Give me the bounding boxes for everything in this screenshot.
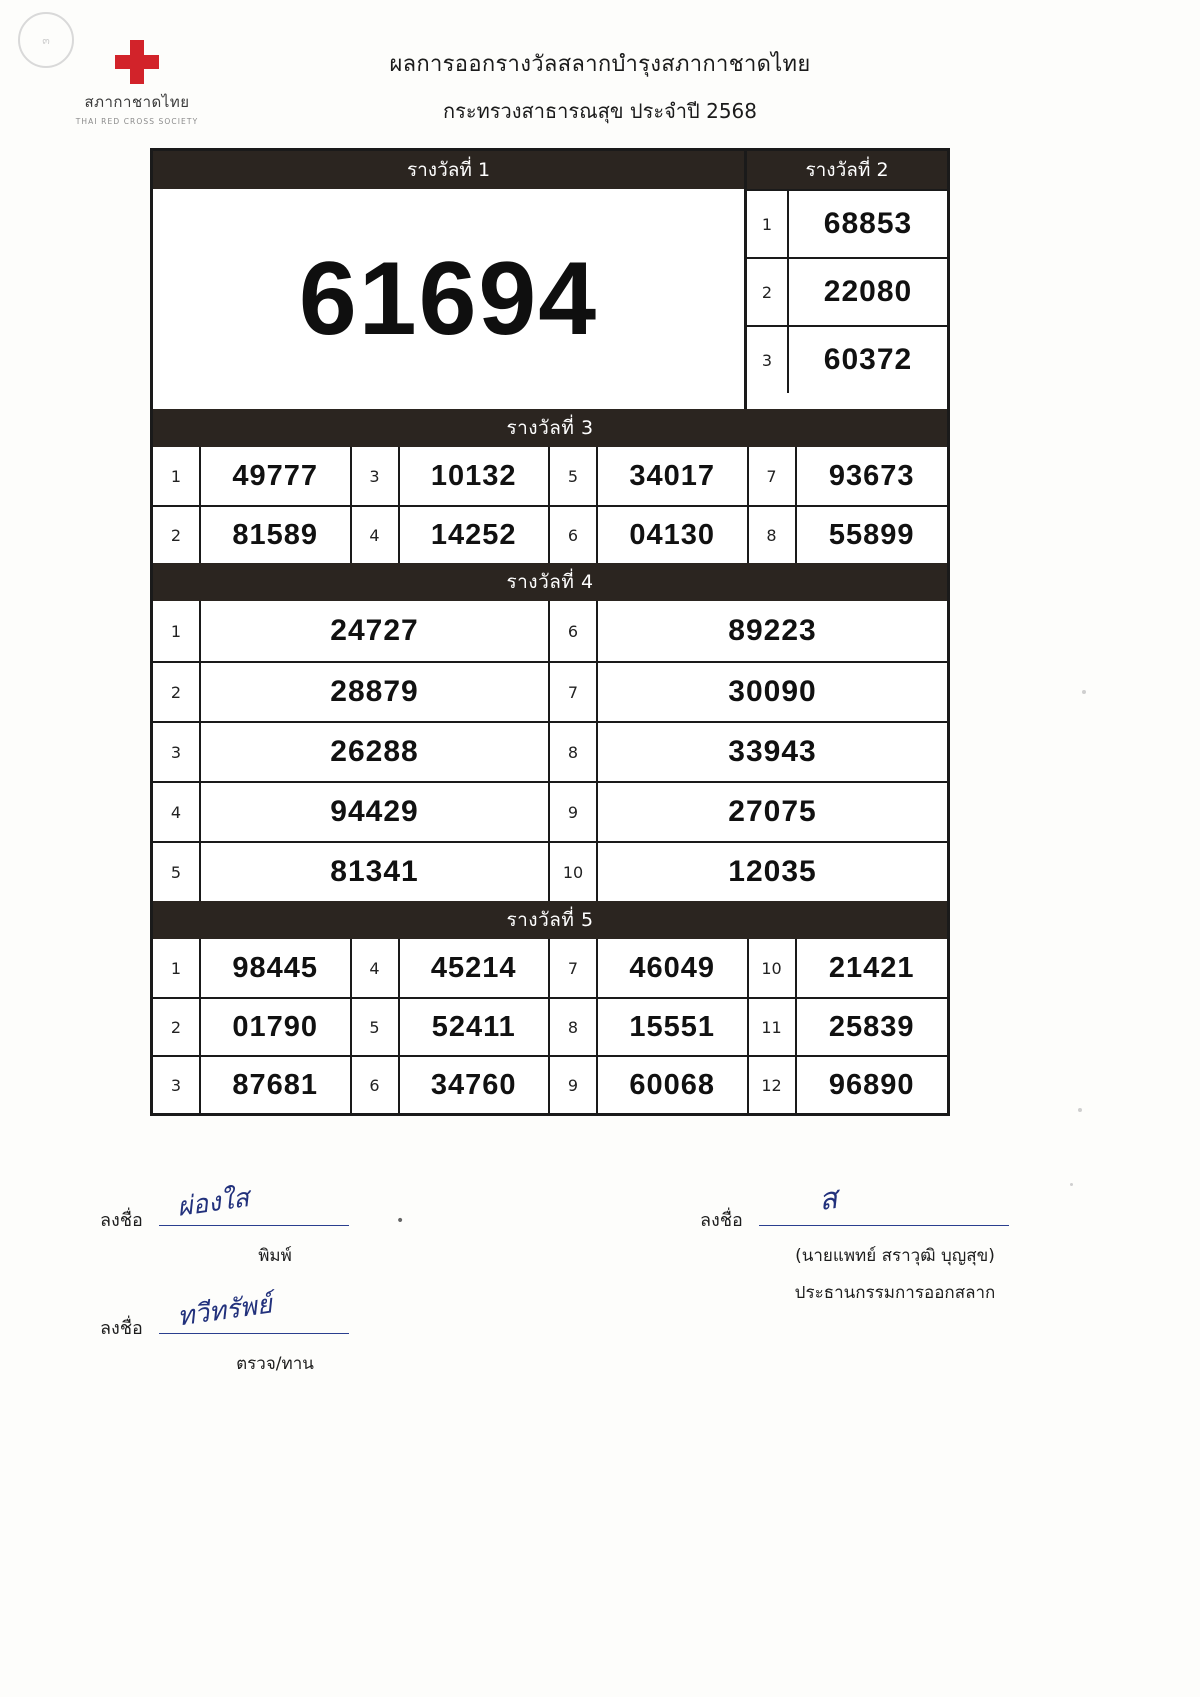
table-row	[153, 721, 947, 781]
signature-caption: พิมพ์	[258, 1246, 292, 1266]
table-row	[153, 447, 947, 505]
prize-number: 98445	[232, 951, 319, 984]
red-cross-icon	[115, 40, 159, 84]
row-index: 4	[352, 507, 400, 563]
table-cell	[153, 999, 352, 1055]
prize-number: 96890	[828, 1068, 915, 1101]
table-cell	[749, 999, 948, 1055]
table-cell	[550, 447, 749, 505]
row-index: 7	[749, 447, 797, 505]
row-index: 6	[550, 601, 598, 661]
prize-number: 27075	[728, 795, 817, 828]
table-row	[153, 661, 947, 721]
prize-number: 30090	[728, 675, 817, 708]
prize-1-section	[153, 151, 747, 409]
signature-label: ลงชื่อ	[100, 1210, 143, 1231]
handwritten-signature: ทวีทรัพย์	[175, 1289, 274, 1333]
prize-2-heading: รางวัลที่ 2	[747, 151, 947, 189]
prize-number: 46049	[629, 951, 716, 984]
row-index: 8	[550, 723, 598, 781]
prize-5-section	[153, 939, 947, 1113]
prize-number: 10132	[430, 459, 517, 492]
organization-name-th: สภากาชาดไทย	[84, 93, 190, 111]
table-cell	[550, 843, 947, 901]
prize-number: 24727	[330, 614, 419, 647]
signature-name: (นายแพทย์ สราวุฒิ บุญสุข)	[795, 1246, 995, 1266]
prize-number: 01790	[232, 1010, 319, 1043]
row-index: 4	[352, 939, 400, 997]
table-cell	[550, 1057, 749, 1113]
row-index: 12	[749, 1057, 797, 1113]
prize-number: 25839	[828, 1010, 915, 1043]
prize-number: 55899	[828, 518, 915, 551]
prize-number: 52411	[431, 1010, 516, 1043]
table-row	[747, 257, 947, 325]
table-row	[153, 841, 947, 901]
scan-artifact	[1078, 1108, 1082, 1112]
prize-4-heading: รางวัลที่ 4	[153, 563, 947, 601]
prize-number: 04130	[629, 518, 716, 551]
signature-block-typist	[100, 1183, 400, 1269]
prize-number: 14252	[430, 518, 517, 551]
signature-line	[159, 1183, 349, 1226]
signature-line	[159, 1289, 349, 1334]
table-cell	[153, 1057, 352, 1113]
table-cell	[550, 723, 947, 781]
results-board	[150, 148, 950, 1116]
prize-number: 34017	[629, 459, 716, 492]
signature-label: ลงชื่อ	[700, 1210, 743, 1231]
table-cell	[352, 939, 551, 997]
table-cell	[153, 783, 550, 841]
prize-3-heading: รางวัลที่ 3	[153, 409, 947, 447]
row-index: 1	[153, 939, 201, 997]
scan-artifact	[1082, 690, 1086, 694]
row-index: 2	[153, 507, 201, 563]
prize-number: 22080	[823, 275, 913, 308]
row-index: 3	[747, 327, 789, 393]
table-cell	[153, 843, 550, 901]
prize-number: 28879	[330, 675, 419, 708]
table-cell	[352, 999, 551, 1055]
prize-number: 94429	[330, 795, 419, 828]
table-cell	[749, 447, 948, 505]
prize-1-heading: รางวัลที่ 1	[153, 151, 744, 189]
prize-number: 81589	[232, 518, 319, 551]
prize-1-number: 61694	[298, 240, 599, 357]
row-index: 5	[550, 447, 598, 505]
handwritten-signature: ส	[816, 1180, 840, 1219]
table-cell	[550, 783, 947, 841]
prize-3-section	[153, 447, 947, 563]
row-index: 6	[550, 507, 598, 563]
table-row	[747, 325, 947, 393]
table-cell	[550, 663, 947, 721]
prize-number: 34760	[430, 1068, 517, 1101]
prize-5-heading: รางวัลที่ 5	[153, 901, 947, 939]
table-cell	[550, 999, 749, 1055]
row-index: 6	[352, 1057, 400, 1113]
row-index: 2	[747, 259, 789, 325]
row-index: 8	[749, 507, 797, 563]
row-index: 4	[153, 783, 201, 841]
table-cell	[352, 507, 551, 563]
prize-number: 87681	[232, 1068, 319, 1101]
table-row	[747, 189, 947, 257]
document-header	[0, 34, 1200, 134]
table-cell	[153, 447, 352, 505]
document-titles	[230, 46, 970, 127]
table-cell	[550, 601, 947, 661]
prize-1-and-2-block	[153, 151, 947, 409]
row-index: 7	[550, 939, 598, 997]
table-cell	[550, 507, 749, 563]
row-index: 5	[153, 843, 201, 901]
prize-number: 81341	[330, 855, 419, 888]
row-index: 9	[550, 783, 598, 841]
prize-4-section	[153, 601, 947, 901]
prize-2-section	[747, 151, 947, 409]
prize-number: 45214	[430, 951, 517, 984]
row-index: 2	[153, 663, 201, 721]
prize-number: 12035	[728, 855, 817, 888]
table-cell	[153, 939, 352, 997]
prize-number: 60068	[629, 1068, 716, 1101]
organization-logo	[52, 38, 222, 126]
signature-area	[0, 1180, 1200, 1445]
prize-number: 68853	[823, 207, 913, 240]
row-index: 5	[352, 999, 400, 1055]
scan-artifact: •	[396, 1213, 405, 1229]
page-title: ผลการออกรางวัลสลากบำรุงสภากาชาดไทย	[389, 52, 811, 77]
registry-stamp: ๓	[18, 12, 74, 68]
prize-number: 89223	[728, 614, 817, 647]
table-row	[153, 997, 947, 1055]
prize-number: 33943	[728, 735, 817, 768]
table-cell	[550, 939, 749, 997]
table-cell	[153, 723, 550, 781]
row-index: 3	[153, 1057, 201, 1113]
row-index: 10	[749, 939, 797, 997]
row-index: 1	[153, 447, 201, 505]
table-cell	[352, 447, 551, 505]
signature-block-checker	[100, 1289, 400, 1377]
row-index: 9	[550, 1057, 598, 1113]
table-row	[153, 601, 947, 661]
row-index: 3	[153, 723, 201, 781]
table-cell	[153, 601, 550, 661]
table-cell	[749, 507, 948, 563]
table-row	[153, 505, 947, 563]
row-index: 1	[153, 601, 201, 661]
signature-label: ลงชื่อ	[100, 1318, 143, 1339]
signature-line	[759, 1180, 1009, 1226]
prize-number: 93673	[828, 459, 915, 492]
prize-number: 49777	[232, 459, 319, 492]
row-index: 1	[747, 191, 789, 257]
row-index: 11	[749, 999, 797, 1055]
page-subtitle: กระทรวงสาธารณสุข ประจำปี 2568	[442, 99, 757, 123]
table-cell	[749, 1057, 948, 1113]
row-index: 2	[153, 999, 201, 1055]
table-row	[153, 781, 947, 841]
signature-role: ประธานกรรมการออกสลาก	[794, 1283, 996, 1303]
row-index: 8	[550, 999, 598, 1055]
table-cell	[352, 1057, 551, 1113]
table-cell	[749, 939, 948, 997]
prize-number: 15551	[629, 1010, 716, 1043]
prize-number: 21421	[828, 951, 915, 984]
table-row	[153, 1055, 947, 1113]
table-row	[153, 939, 947, 997]
row-index: 7	[550, 663, 598, 721]
signature-block-chairman	[700, 1180, 1060, 1306]
table-cell	[153, 663, 550, 721]
organization-name-en: THAI RED CROSS SOCIETY	[75, 117, 199, 126]
row-index: 10	[550, 843, 598, 901]
row-index: 3	[352, 447, 400, 505]
handwritten-signature: ผ่องใส	[174, 1183, 251, 1223]
prize-number: 26288	[330, 735, 419, 768]
table-cell	[153, 507, 352, 563]
signature-caption: ตรวจ/ทาน	[236, 1354, 314, 1374]
prize-number: 60372	[823, 343, 913, 376]
